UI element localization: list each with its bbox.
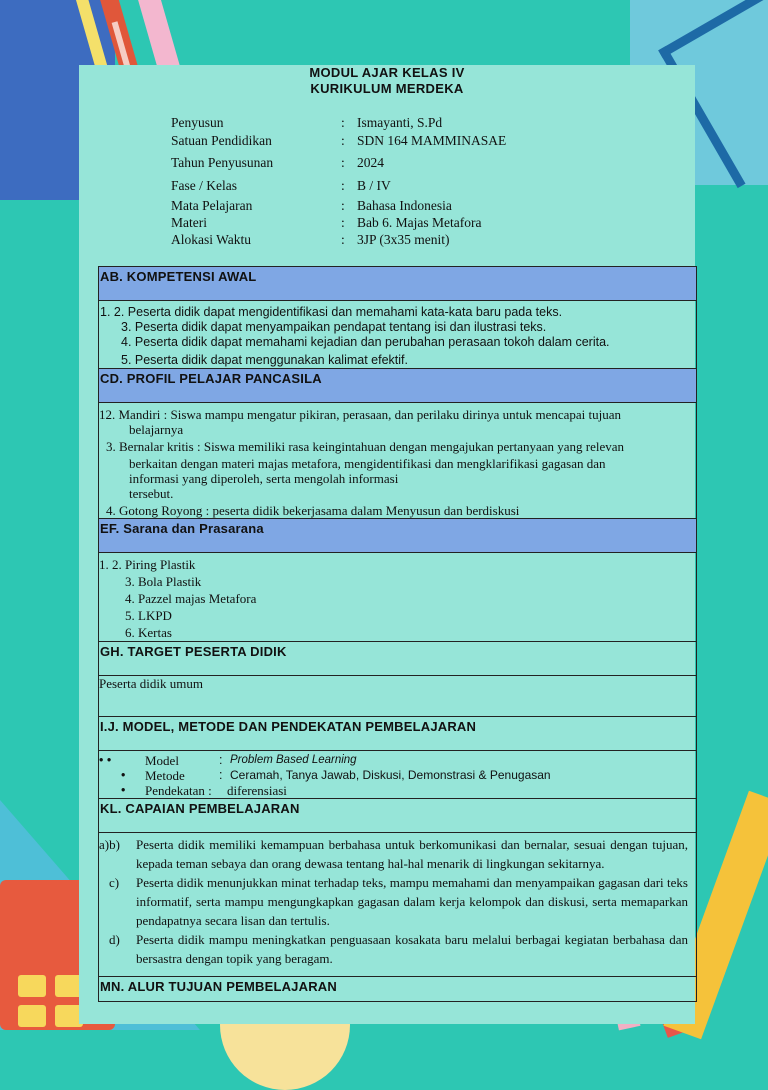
list-item: 4. Peserta didik dapat memahami kejadian dan perubahan perasaan tokoh dalam cerita. — [121, 335, 610, 349]
list-item: 3. Peserta didik dapat menyampaikan pendapat tentang isi dan ilustrasi teks. — [121, 320, 547, 334]
document-page: MODUL AJAR KELAS IV KURIKULUM MERDEKA Penyusun : Ismayanti, S.Pd Satuan Pendidikan : SDN 164 MAMMINASAE Tahun Penyusunan : 2024 Fase / Kelas : B / IV Mata Pelajaran : Bahasa Indonesia Materi : Bab 6. Majas Metafora Alokasi Waktu : 3JP (3x35 menit) — [79, 65, 695, 1024]
capaian-item: c) Peserta didik menunjukkan minat terhadap teks, mampu memahami dan menyampaikan gagasan dari teks informatif, serta mampu mengungkapkan gagasan dalam kerja kelompok dan diskusi, serta memaparkan pendapatnya secara lisan dan tertulis. — [109, 875, 688, 928]
list-item: 4. Gotong Royong : peserta didik bekerjasama dalam Menyusun dan berdiskusi — [106, 503, 520, 518]
list-item: 5. Peserta didik dapat menggunakan kalimat efektif. — [121, 353, 408, 367]
section-body-profil — [99, 403, 697, 519]
section-heading-capaian: KL. CAPAIAN PEMBELAJARAN — [99, 799, 697, 833]
list-item: 3. Bola Plastik — [125, 574, 202, 589]
target-text: Peserta didik umum — [99, 676, 203, 691]
list-item: 3. Bernalar kritis : Siswa memiliki rasa keingintahuan dengan mengajukan pertanyaan yang relevan — [106, 439, 625, 454]
list-item: 6. Kertas — [125, 625, 172, 640]
section-heading-model: I.J. MODEL, METODE DAN PENDEKATAN PEMBELAJARAN — [99, 717, 697, 751]
model-row: • • Model : Problem Based Learning — [99, 753, 357, 768]
section-heading-alur: MN. ALUR TUJUAN PEMBELAJARAN — [99, 977, 697, 1002]
model-row: • Metode : Ceramah, Tanya Jawab, Diskusi, Demonstrasi & Penugasan — [121, 768, 551, 783]
module-table — [98, 266, 697, 1002]
section-heading-target: GH. TARGET PESERTA DIDIK — [99, 642, 697, 676]
capaian-item: d) Peserta didik mampu meningkatkan penguasaan kosakata baru melalui berbagai kegiatan berbahasa dan bersastra dengan topik yang beragam. — [109, 932, 688, 966]
list-item: informasi yang diperoleh, serta mengolah informasi — [129, 471, 399, 486]
model-row: • Pendekatan : diferensiasi — [121, 783, 287, 798]
list-item: 1. 2. Piring Plastik — [99, 557, 196, 572]
list-item: tersebut. — [129, 486, 174, 501]
section-body-target — [99, 676, 697, 717]
section-body-model — [99, 751, 697, 799]
list-item: 5. LKPD — [125, 608, 172, 623]
section-body-capaian — [99, 833, 697, 977]
list-item: 1. 2. Peserta didik dapat mengidentifikasi dan memahami kata-kata baru pada teks. — [100, 305, 563, 319]
list-item: 12. Mandiri : Siswa mampu mengatur pikiran, perasaan, dan perilaku dirinya untuk mencapai tujuan — [99, 407, 622, 422]
section-heading-kompetensi: AB. KOMPETENSI AWAL — [99, 267, 697, 301]
capaian-item: a)b) Peserta didik memiliki kemampuan berbahasa untuk berkomunikasi dan bernalar, sesuai dengan tujuan, kepada teman sebaya dan orang dewasa tentang hal-hal menarik di lingkungan sekitarnya. — [99, 837, 688, 871]
list-item: belajarnya — [129, 422, 184, 437]
section-heading-profil: CD. PROFIL PELAJAR PANCASILA — [99, 369, 697, 403]
section-heading-sarana: EF. Sarana dan Prasarana — [99, 519, 697, 553]
document-title: MODUL AJAR KELAS IV — [309, 65, 465, 80]
list-item: 4. Pazzel majas Metafora — [125, 591, 257, 606]
section-body-kompetensi — [99, 301, 697, 369]
document-subtitle: KURIKULUM MERDEKA — [310, 81, 464, 96]
list-item: berkaitan dengan materi majas metafora, mengidentifikasi dan mengklarifikasi gagasan dan — [129, 456, 606, 471]
section-body-sarana — [99, 553, 697, 642]
